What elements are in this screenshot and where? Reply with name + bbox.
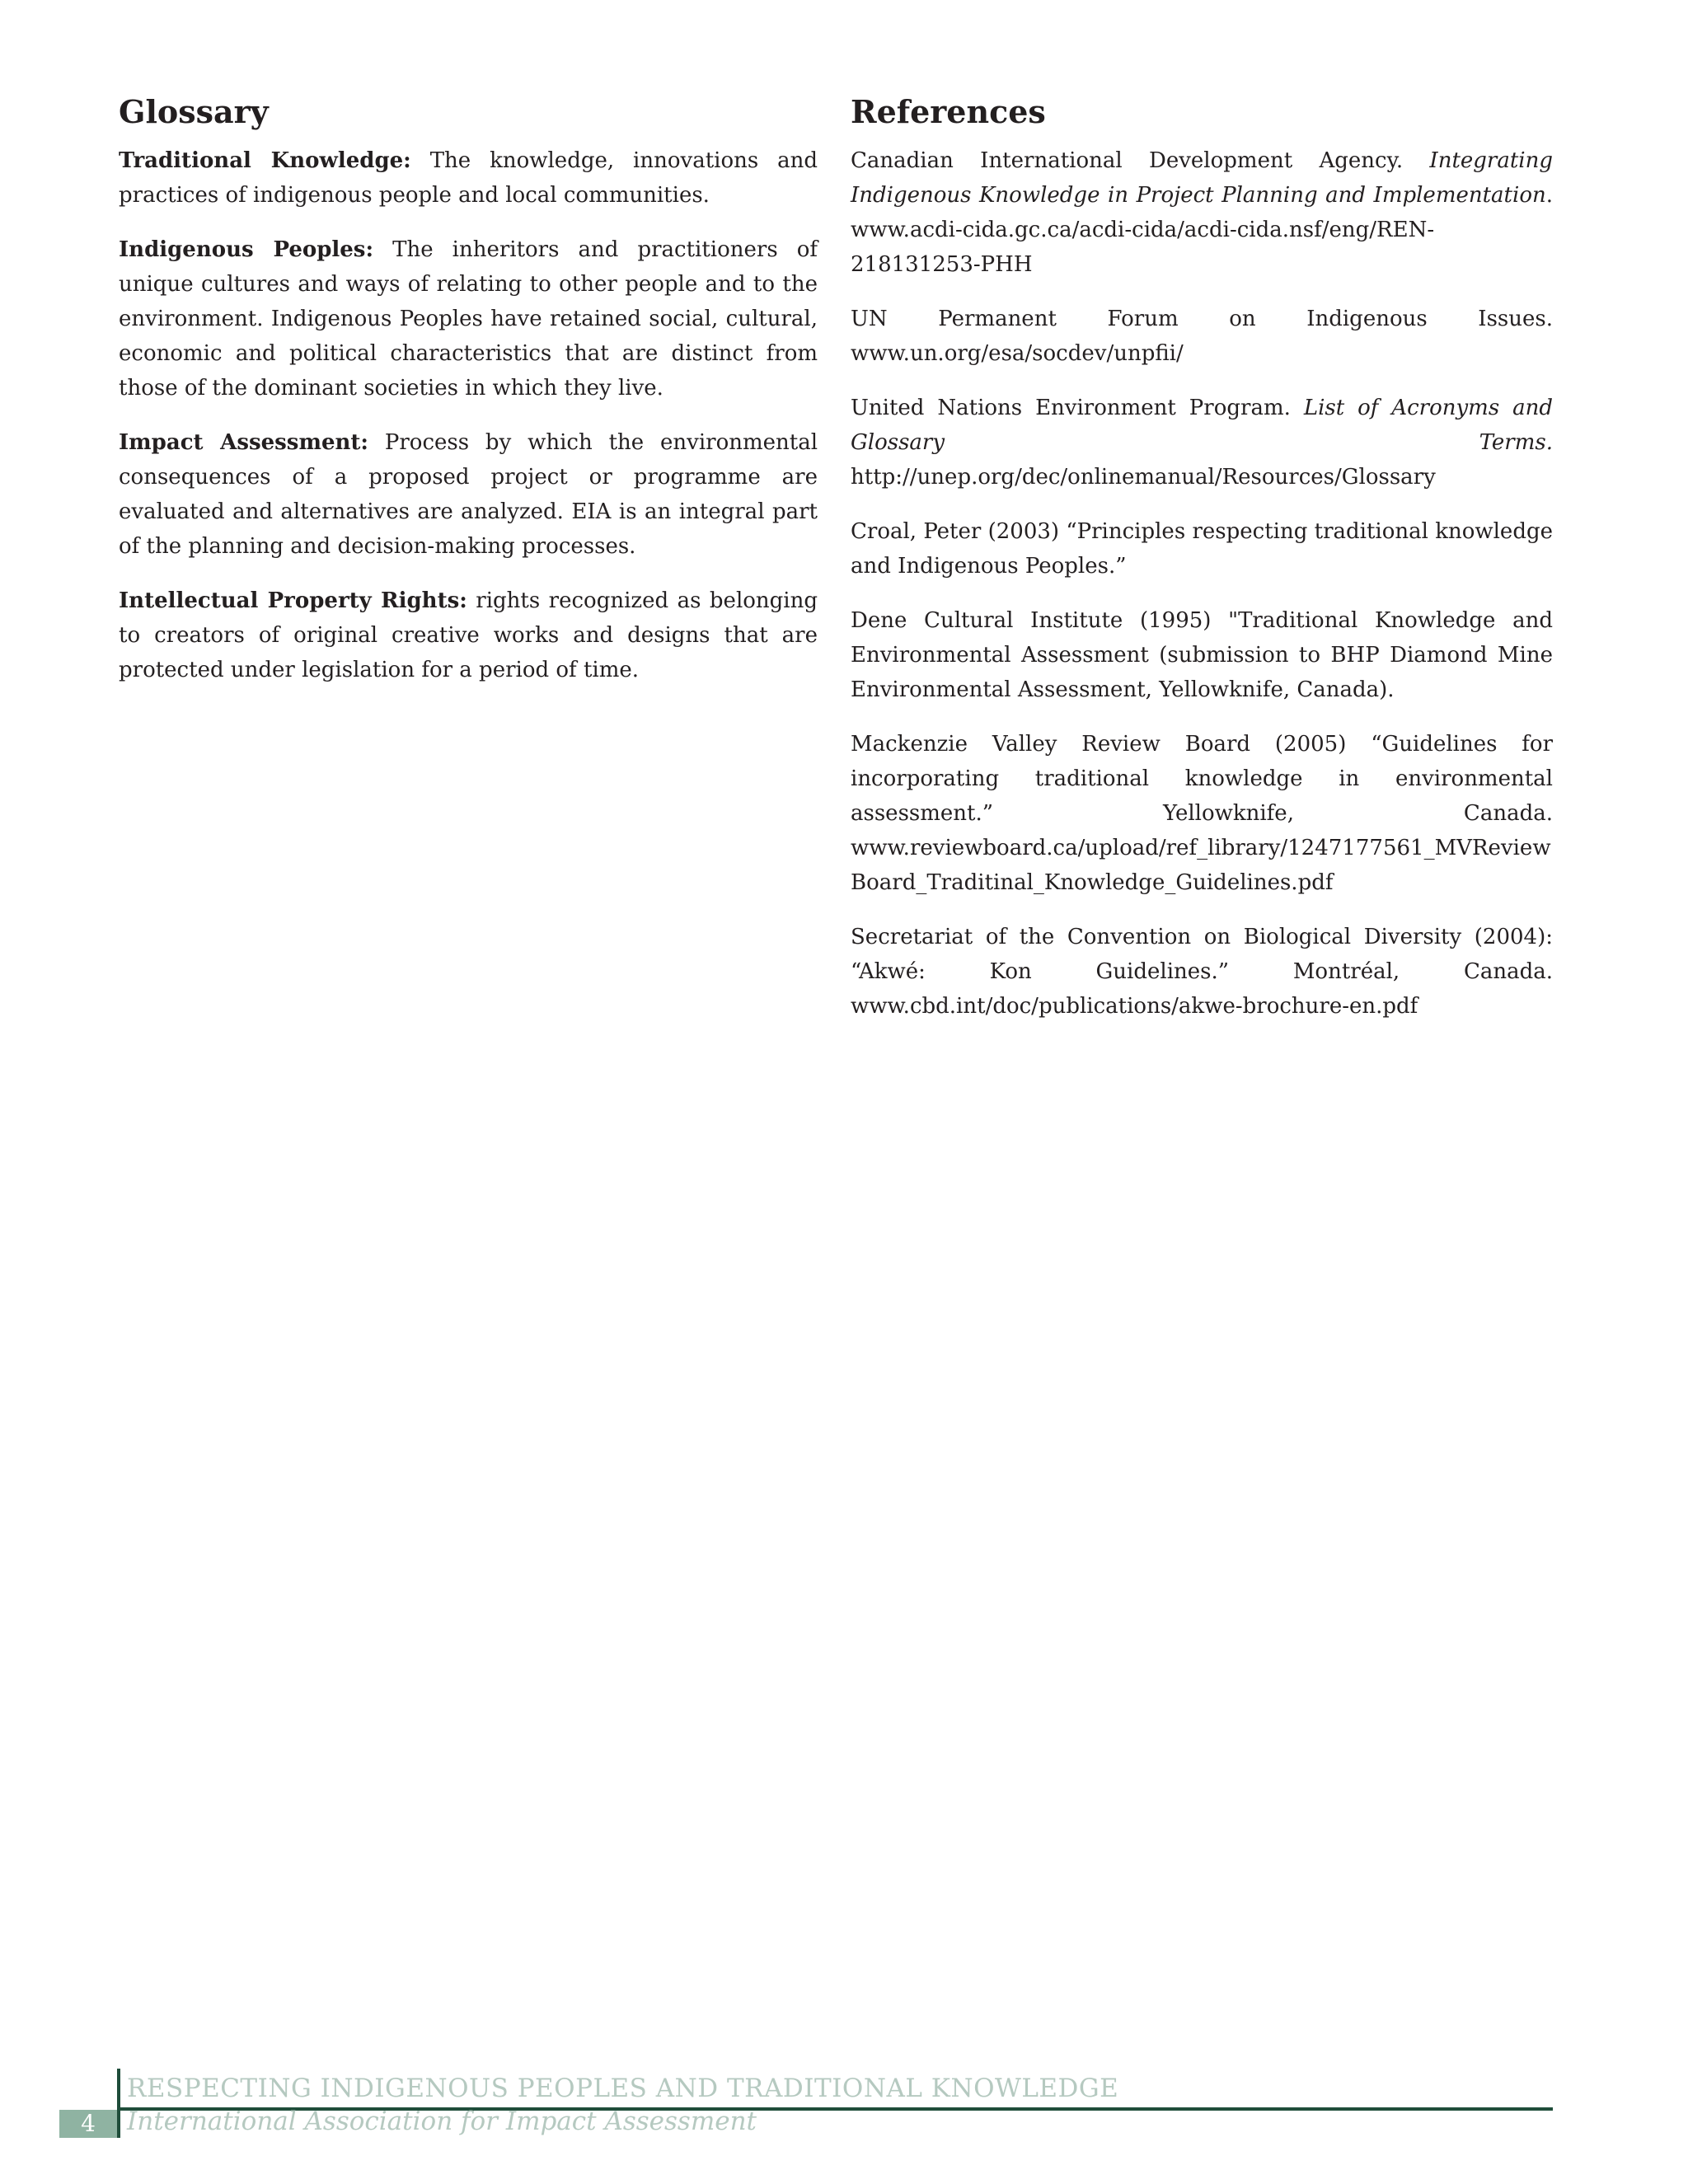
glossary-definition: The knowledge, innovations and practices of indigenous people and local communities.	[119, 148, 818, 208]
reference-title: Integrating Indigenous Knowledge in Project Planning and Implementation	[851, 148, 1553, 208]
reference-text: UN Permanent Forum on Indigenous Issues. www.un.org/esa/socdev/unpfii/	[851, 307, 1553, 366]
page-number: 4	[59, 2110, 117, 2138]
glossary-entry	[119, 583, 818, 687]
glossary-definition: rights recognized as belonging to creators of original creative works and designs that are protected under legislation for a period of time.	[119, 588, 818, 682]
reference-text: Secretariat of the Convention on Biological Diversity (2004): “Akwé: Kon Guidelines.” Montréal, Canada. www.cbd.int/doc/publications/akwe-brochure-en.pdf	[851, 925, 1553, 1019]
glossary-entry	[119, 143, 818, 213]
glossary-section	[119, 89, 818, 1043]
reference-entry	[851, 603, 1553, 707]
reference-text-after: http://unep.org/dec/onlinemanual/Resources/Glossary	[851, 465, 1436, 490]
footer-vertical-rule	[117, 2069, 120, 2138]
reference-entry	[851, 143, 1553, 282]
reference-entry	[851, 391, 1553, 494]
glossary-entry	[119, 425, 818, 564]
glossary-heading: Glossary	[119, 93, 269, 130]
glossary-term: Impact Assessment:	[119, 430, 369, 455]
reference-entry	[851, 727, 1553, 900]
page-content	[119, 89, 1553, 1043]
glossary-term: Indigenous Peoples:	[119, 237, 374, 262]
footer-organization: International Association for Impact Assessment	[127, 2107, 757, 2136]
glossary-definition: Process by which the environmental consequences of a proposed project or programme are evaluated and alternatives are analyzed. EIA is an integral part of the planning and decision-making processes.	[119, 430, 818, 559]
reference-title: List of Acronyms and Glossary Terms.	[851, 396, 1554, 455]
reference-text: Dene Cultural Institute (1995) "Traditional Knowledge and Environmental Assessment (submission to BHP Diamond Mine Environmental Assessment, Yellowknife, Canada).	[851, 608, 1553, 702]
reference-text: Mackenzie Valley Review Board (2005) “Guidelines for incorporating traditional knowledge in environmental assessment.” Yellowknife, Canada. www.reviewboard.ca/upload/ref_library/1247177561_MVReviewBoard_Traditinal_Knowledge_Guidelines.pdf	[851, 732, 1553, 895]
reference-text-after: . www.acdi-cida.gc.ca/acdi-cida/acdi-cida.nsf/eng/REN-218131253-PHH	[851, 183, 1553, 277]
reference-entry	[851, 302, 1553, 371]
references-section	[851, 89, 1553, 1043]
glossary-definition: The inheritors and practitioners of unique cultures and ways of relating to other people and to the environment. Indigenous Peoples have retained social, cultural, economic and political characteristics that are distinct from those of the dominant societies in which they live.	[119, 237, 818, 401]
reference-text: United Nations Environment Program.	[851, 396, 1304, 420]
reference-entry	[851, 920, 1553, 1024]
glossary-entry	[119, 232, 818, 405]
reference-text: Canadian International Development Agency.	[851, 148, 1430, 173]
footer-publication-title: RESPECTING INDIGENOUS PEOPLES AND TRADITIONAL KNOWLEDGE	[127, 2074, 1119, 2103]
glossary-term: Intellectual Property Rights:	[119, 588, 467, 613]
references-heading: References	[851, 93, 1046, 130]
reference-text: Croal, Peter (2003) “Principles respecting traditional knowledge and Indigenous Peoples.”	[851, 519, 1553, 579]
reference-entry	[851, 514, 1553, 583]
page-footer	[59, 2069, 1553, 2138]
glossary-term: Traditional Knowledge:	[119, 148, 411, 173]
